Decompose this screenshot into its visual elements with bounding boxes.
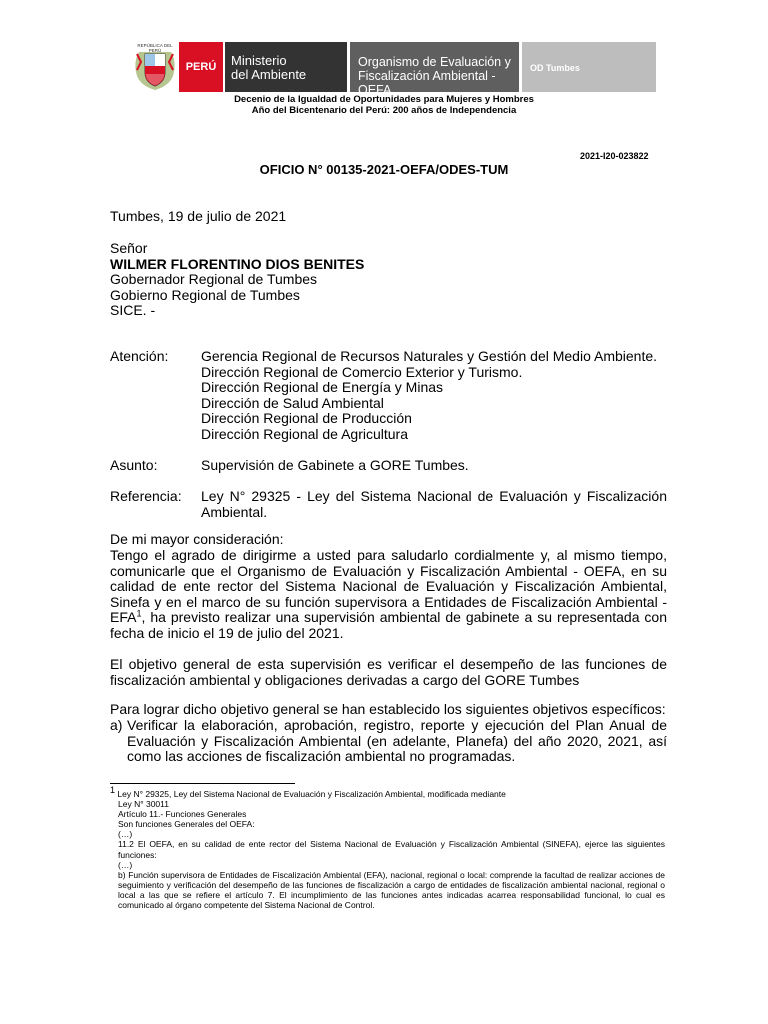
footnote-divider [110,783,295,784]
item-a-text: Verificar la elaboración, aprobación, registro, reporte y ejecución del Plan Anual de Evaluación y Fiscalización Ambiental (en adelante, Planefa) del año 2020, 2021, así como las acciones de fiscalización ambiental no programadas. [127,717,667,764]
recipient-block [110,241,364,319]
footnote-line: Son funciones Generales del OEFA: [118,819,255,830]
footnote-line: b) Función supervisora de Entidades de Fiscalización Ambiental (EFA), nacional, regional o local: comprende la facultad de realizar acciones de seguimiento y verificación del desempeño de las funciones de fiscalización a cargo de entidades de fiscalización ambiental nacional, regional o local a las que se refiere el artículo 7. El incumplimiento de las funciones antes indicadas acarrea responsabilidad funcional, lo cual es comunicado al órgano competente del Sistema Nacional de Control. [118,869,665,911]
recipient-name: WILMER FLORENTINO DIOS BENITES [110,255,365,272]
decenio-line-2: Año del Bicentenario del Perú: 200 años de Independencia [251,105,517,116]
footnote-line: 11.2 El OEFA, en su calidad de ente rector del Sistema Nacional de Evaluación y Fiscalización Ambiental (SINEFA), ejerce las siguientes funciones: [118,839,665,860]
attention-item: Dirección de Salud Ambiental [201,394,384,411]
paragraph-1-part-b: , ha previsto realizar una supervisión ambiental de gabinete a su representada con fecha de inicio el 19 de julio del 2021. [110,609,667,641]
peru-label: PERÚ [179,42,223,92]
footnote-line: Ley N° 30011 [118,799,169,810]
reference-value: Ley N° 29325 - Ley del Sistema Nacional de Evaluación y Fiscalización Ambiental. [201,488,667,520]
oefa-name [347,42,519,97]
paragraph-2: El objetivo general de esta supervisión es verificar el desempeño de las funciones de fiscalización ambiental y obligaciones derivadas a cargo del GORE Tumbes [110,656,667,688]
decenio-line-1: Decenio de la Igualdad de Oportunidades para Mujeres y Hombres [234,94,534,105]
coat-of-arms-text: REPÚBLICA DEL PERÚ [137,43,173,53]
footnote-line [110,785,665,799]
oefa-line-1: Organismo de Evaluación y [358,55,511,69]
footnote-line: Artículo 11.- Funciones Generales [118,809,247,820]
document-reference-number: 2021-I20-023822 [580,151,649,161]
greeting: De mi mayor consideración: [110,531,284,547]
footnote-text: Ley N° 29325, Ley del Sistema Nacional de Evaluación y Fiscalización Ambiental, modificada mediante [117,789,506,799]
attention-item: Dirección Regional de Producción [201,410,412,426]
subject-value: Supervisión de Gabinete a GORE Tumbes. [201,457,469,473]
recipient-salutation: Señor [110,240,148,256]
decenio-heading [0,94,768,116]
paragraph-1-part-a: Tengo el agrado de dirigirme a usted para saludarlo cordialmente y, al mismo tiempo, comunicarle que el Organismo de Evaluación y Fiscalización Ambiental - OEFA, en su calidad de ente rector del Sistema Nacional de Evaluación y Fiscalización Ambiental, Sinefa y en el marco de su función supervisora a Entidades de Fiscalización Ambiental - EFA [110,547,667,625]
recipient-system: SICE. - [110,302,156,318]
paragraph-1 [110,548,667,641]
date-line: Tumbes, 19 de julio de 2021 [110,208,287,224]
ministry-name [223,42,347,92]
header-banner [131,42,656,97]
office-name: OD Tumbes [519,42,656,92]
footnote-reference: 1 [136,608,142,619]
subject-label: Asunto: [110,457,158,473]
footnote [110,785,665,911]
attention-item: Dirección Regional de Comercio Exterior y Turismo. [201,363,523,380]
ministry-line-1: Ministerio [231,53,287,68]
item-a-marker: a) [110,717,123,733]
footnote-line: (…) [118,859,133,870]
oefa-line-2: Fiscalización Ambiental - OEFA [358,69,496,97]
footnote-line: (…) [118,829,133,840]
attention-item: Dirección Regional de Energía y Minas [201,379,444,395]
coat-of-arms-icon [131,42,179,92]
attention-item: Gerencia Regional de Recursos Naturales y Gestión del Medio Ambiente. [201,348,658,364]
footnote-marker: 1 [110,785,116,796]
attention-label: Atención: [110,348,169,364]
attention-item: Dirección Regional de Agricultura [201,425,408,442]
paragraph-3: Para lograr dicho objetivo general se han establecido los siguientes objetivos específicos: [110,701,666,717]
recipient-organization: Gobierno Regional de Tumbes [110,286,300,303]
document-title: OFICIO N° 00135-2021-OEFA/ODES-TUM [259,162,509,177]
attention-list [201,349,657,442]
reference-label: Referencia: [110,488,182,504]
ministry-line-2: del Ambiente [231,67,307,82]
recipient-position: Gobernador Regional de Tumbes [110,271,318,287]
